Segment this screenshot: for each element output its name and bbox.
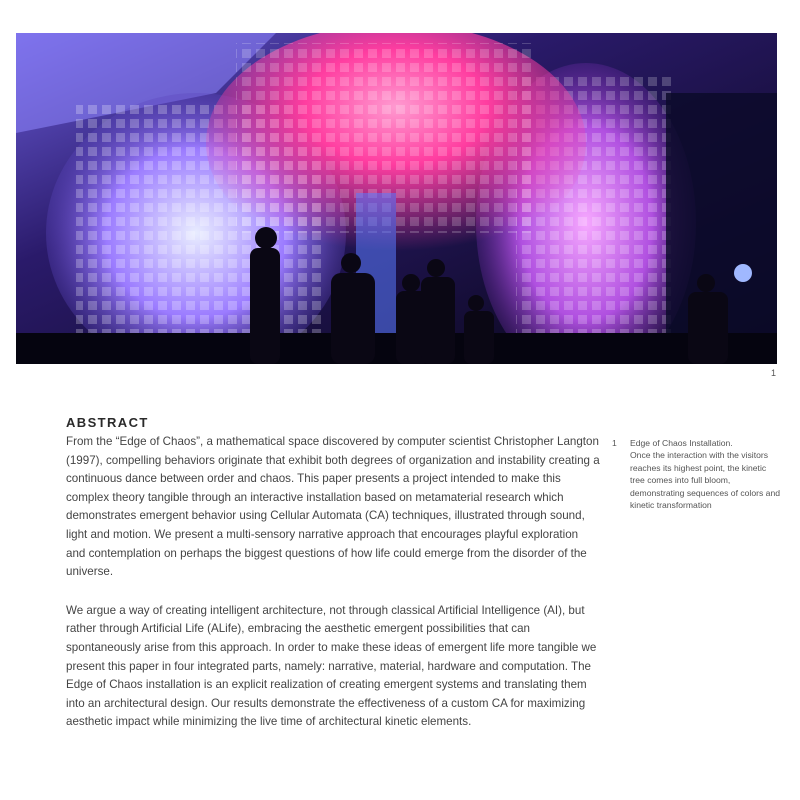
abstract-body	[66, 433, 600, 752]
installation-photo	[16, 33, 777, 364]
caption-body: Once the interaction with the visitors reaches its highest point, the kinetic tree comes into full bloom, demonstrating sequences of colors and kinetic transformation	[630, 450, 781, 511]
caption-text	[630, 437, 782, 511]
figure-number: 1	[770, 368, 776, 378]
abstract-paragraph-1: From the “Edge of Chaos”, a mathematical space discovered by computer scientist Christopher Langton (1997), compelling behaviors originate that exhibit both degrees of organization and instability creating a continuous dance between order and chaos. This paper presents a project intended to make this complex theory tangible through an interactive installation based on metamaterial research which demonstrates emergent behavior using Cellular Automata (CA) techniques, illustrated through sound, light and motion. We present a multi-sensory narrative approach that encourages playful exploration and contemplation on perhaps the biggest questions of how life could emerge from the disorder of the universe.	[66, 435, 600, 579]
abstract-heading: ABSTRACT	[66, 415, 149, 430]
abstract-paragraph-2: We argue a way of creating intelligent architecture, not through classical Artificial Intelligence (AI), but rather through Artificial Life (ALife), embracing the aesthetic emergent possibilities that can spontaneously arise from this approach. In order to make these ideas of emergent life more tangible we present this paper in four integrated parts, namely: narrative, material, hardware and computation. The Edge of Chaos installation is an explicit realization of creating emergent systems and translating them into an architectural design. Our results demonstrate the effectiveness of a custom CA for maximizing aesthetic impact while minimizing the live time of architectural kinetic elements.	[66, 603, 597, 729]
figure-photo	[16, 33, 777, 364]
caption-title: Edge of Chaos Installation.	[630, 438, 733, 448]
figure-caption	[612, 437, 782, 511]
caption-number: 1	[612, 438, 617, 448]
